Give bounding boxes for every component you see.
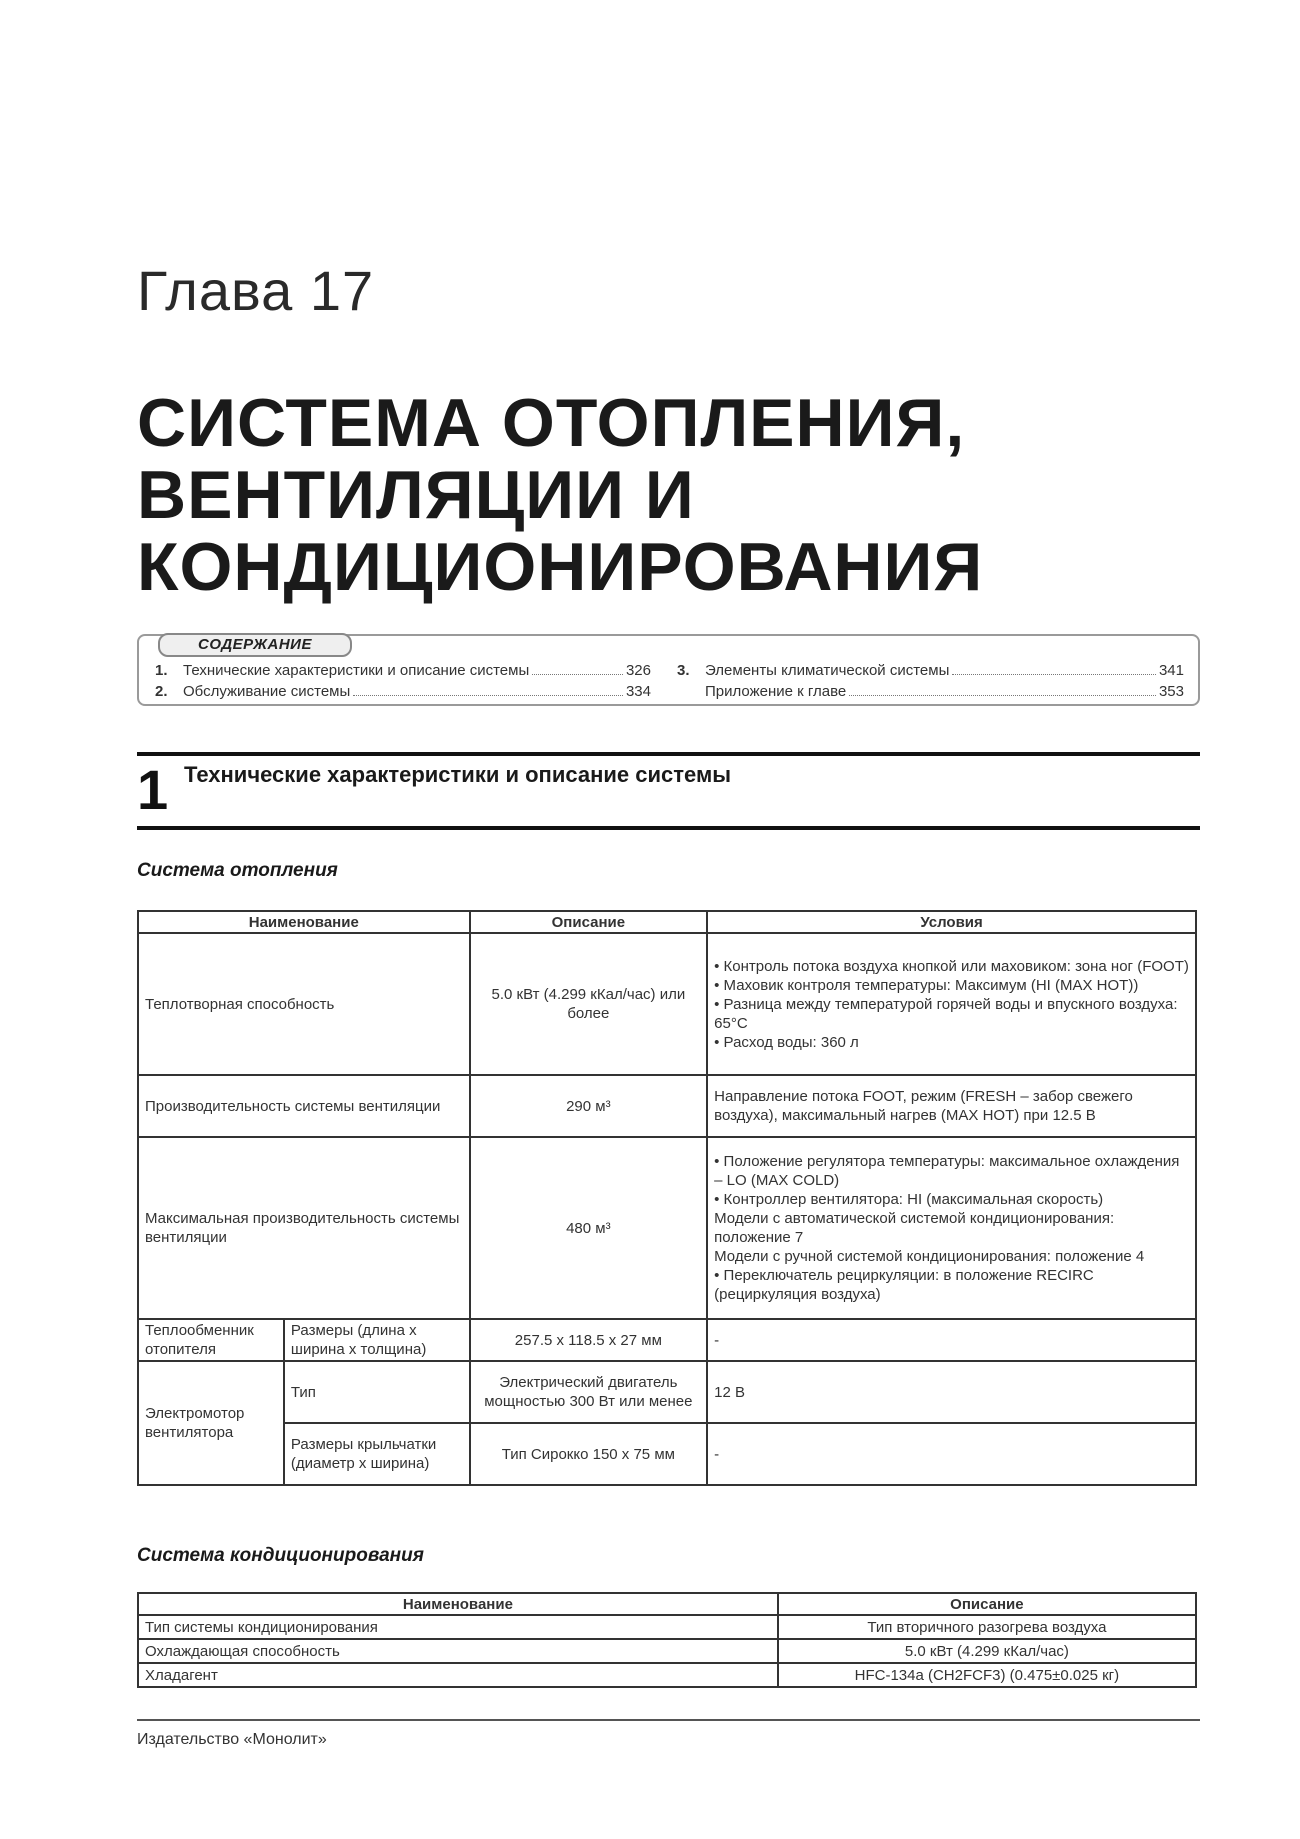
toc-entry[interactable] [677, 662, 1184, 683]
cell-desc: 257.5 x 118.5 x 27 мм [470, 1319, 708, 1361]
toc-entry-text: Обслуживание системы [183, 683, 351, 700]
toc-heading: СОДЕРЖАНИЕ [158, 633, 352, 657]
cond-line: • Переключатель рециркуляции: в положение RECIRC (рециркуляция воздуха) [714, 1267, 1094, 1303]
toc-column-right [677, 662, 1184, 704]
table-row [138, 1319, 1196, 1361]
cond-line: Модели с автоматической системой кондиционирования: положение 7 [714, 1210, 1115, 1246]
ac-table [137, 1592, 1197, 1688]
table-row [138, 1639, 1196, 1663]
chapter-label: Глава 17 [137, 259, 375, 322]
cell-desc: 5.0 кВт (4.299 кКал/час) [778, 1639, 1196, 1663]
cond-line: • Положение регулятора температуры: максимальное охлаждения – LO (MAX COLD) [714, 1153, 1180, 1189]
chapter-title-line: СИСТЕМА ОТОПЛЕНИЯ, [137, 385, 966, 461]
table-header-row [138, 1593, 1196, 1615]
document-page [137, 0, 1200, 1839]
cell-param: Размеры (длина х ширина х толщина) [284, 1319, 470, 1361]
section-title: Технические характеристики и описание системы [184, 762, 732, 787]
table-of-contents [137, 634, 1200, 706]
cell-cond [707, 1137, 1196, 1319]
cell-name: Электромотор вентилятора [138, 1361, 284, 1485]
toc-leader-dots [952, 674, 1156, 675]
cond-line: • Контроль потока воздуха кнопкой или маховиком: зона ног (FOOT) [714, 957, 1189, 975]
cell-desc: 5.0 кВт (4.299 кКал/час) или более [470, 933, 708, 1075]
cell-name: Производительность системы вентиляции [138, 1075, 470, 1137]
chapter-title-line: КОНДИЦИОНИРОВАНИЯ [137, 529, 984, 605]
column-header: Наименование [138, 1593, 778, 1615]
section-rule-top [137, 752, 1200, 756]
toc-column-left [155, 662, 651, 704]
cell-desc: Электрический двигатель мощностью 300 Вт или менее [470, 1361, 708, 1423]
cell-name: Максимальная производительность системы вентиляции [138, 1137, 470, 1319]
toc-entry-text: Технические характеристики и описание системы [183, 662, 530, 679]
cell-cond [707, 933, 1196, 1075]
cell-cond [707, 1075, 1196, 1137]
cell-name: Теплотворная способность [138, 933, 470, 1075]
heating-table [137, 910, 1197, 1486]
cond-line: • Контроллер вентилятора: HI (максимальная скорость) [714, 1191, 1104, 1208]
heating-heading: Система отопления [137, 860, 338, 881]
section-number: 1 [137, 758, 169, 821]
cond-line: Модели с ручной системой кондиционирования: положение 4 [714, 1248, 1145, 1265]
cell-desc: Тип вторичного разогрева воздуха [778, 1615, 1196, 1639]
column-header: Наименование [138, 911, 470, 933]
cell-desc: HFC-134a (CH2FCF3) (0.475±0.025 кг) [778, 1663, 1196, 1687]
table-header-row [138, 911, 1196, 933]
toc-entry-number: 2. [155, 683, 168, 700]
table-row [138, 1615, 1196, 1639]
cell-desc: Тип Сирокко 150 x 75 мм [470, 1423, 708, 1485]
footer-rule [137, 1719, 1200, 1721]
toc-entry-page: 326 [625, 662, 651, 679]
toc-entry-page: 334 [625, 683, 651, 700]
toc-leader-dots [849, 695, 1156, 696]
toc-entry[interactable] [677, 683, 1184, 704]
column-header: Описание [778, 1593, 1196, 1615]
cond-line: • Расход воды: 360 л [714, 1033, 859, 1051]
cell-cond: - [707, 1423, 1196, 1485]
cell-name: Охлаждающая способность [138, 1639, 778, 1663]
table-row [138, 1075, 1196, 1137]
cell-name: Хладагент [138, 1663, 778, 1687]
cell-param: Тип [284, 1361, 470, 1423]
toc-entry-page: 341 [1158, 662, 1184, 679]
cell-desc: 290 м³ [470, 1075, 708, 1137]
table-row [138, 1663, 1196, 1687]
table-row [138, 1423, 1196, 1485]
cond-line: • Разница между температурой горячей воды и впускного воздуха: 65°С [714, 995, 1178, 1032]
chapter-title-line: ВЕНТИЛЯЦИИ И [137, 457, 695, 533]
toc-leader-dots [353, 695, 623, 696]
cell-desc: 480 м³ [470, 1137, 708, 1319]
section-rule-bottom [137, 826, 1200, 830]
table-row [138, 933, 1196, 1075]
chapter-title [137, 387, 1200, 603]
column-header: Описание [470, 911, 708, 933]
toc-entry-page: 353 [1158, 683, 1184, 700]
table-row [138, 1137, 1196, 1319]
toc-entry[interactable] [155, 683, 651, 704]
toc-entry[interactable] [155, 662, 651, 683]
cell-cond: - [707, 1319, 1196, 1361]
cond-line: • Маховик контроля температуры: Максимум (HI (MAX HOT)) [714, 976, 1139, 994]
table-row [138, 1361, 1196, 1423]
toc-leader-dots [532, 674, 623, 675]
cell-param: Размеры крыльчатки (диаметр х ширина) [284, 1423, 470, 1485]
toc-entry-number: 3. [677, 662, 690, 679]
toc-entry-text: Элементы климатической системы [705, 662, 950, 679]
cell-cond: 12 В [707, 1361, 1196, 1423]
cond-line: Направление потока FOOT, режим (FRESH – забор свежего воздуха), максимальный нагрев (MAX HOT) при 12.5 В [714, 1088, 1133, 1124]
cell-name: Тип системы кондиционирования [138, 1615, 778, 1639]
footer-publisher: Издательство «Монолит» [137, 1731, 327, 1748]
toc-entry-text: Приложение к главе [705, 683, 847, 700]
ac-heading: Система кондиционирования [137, 1545, 424, 1566]
toc-entry-number: 1. [155, 662, 168, 679]
cell-name: Теплообменник отопителя [138, 1319, 284, 1361]
column-header: Условия [707, 911, 1196, 933]
